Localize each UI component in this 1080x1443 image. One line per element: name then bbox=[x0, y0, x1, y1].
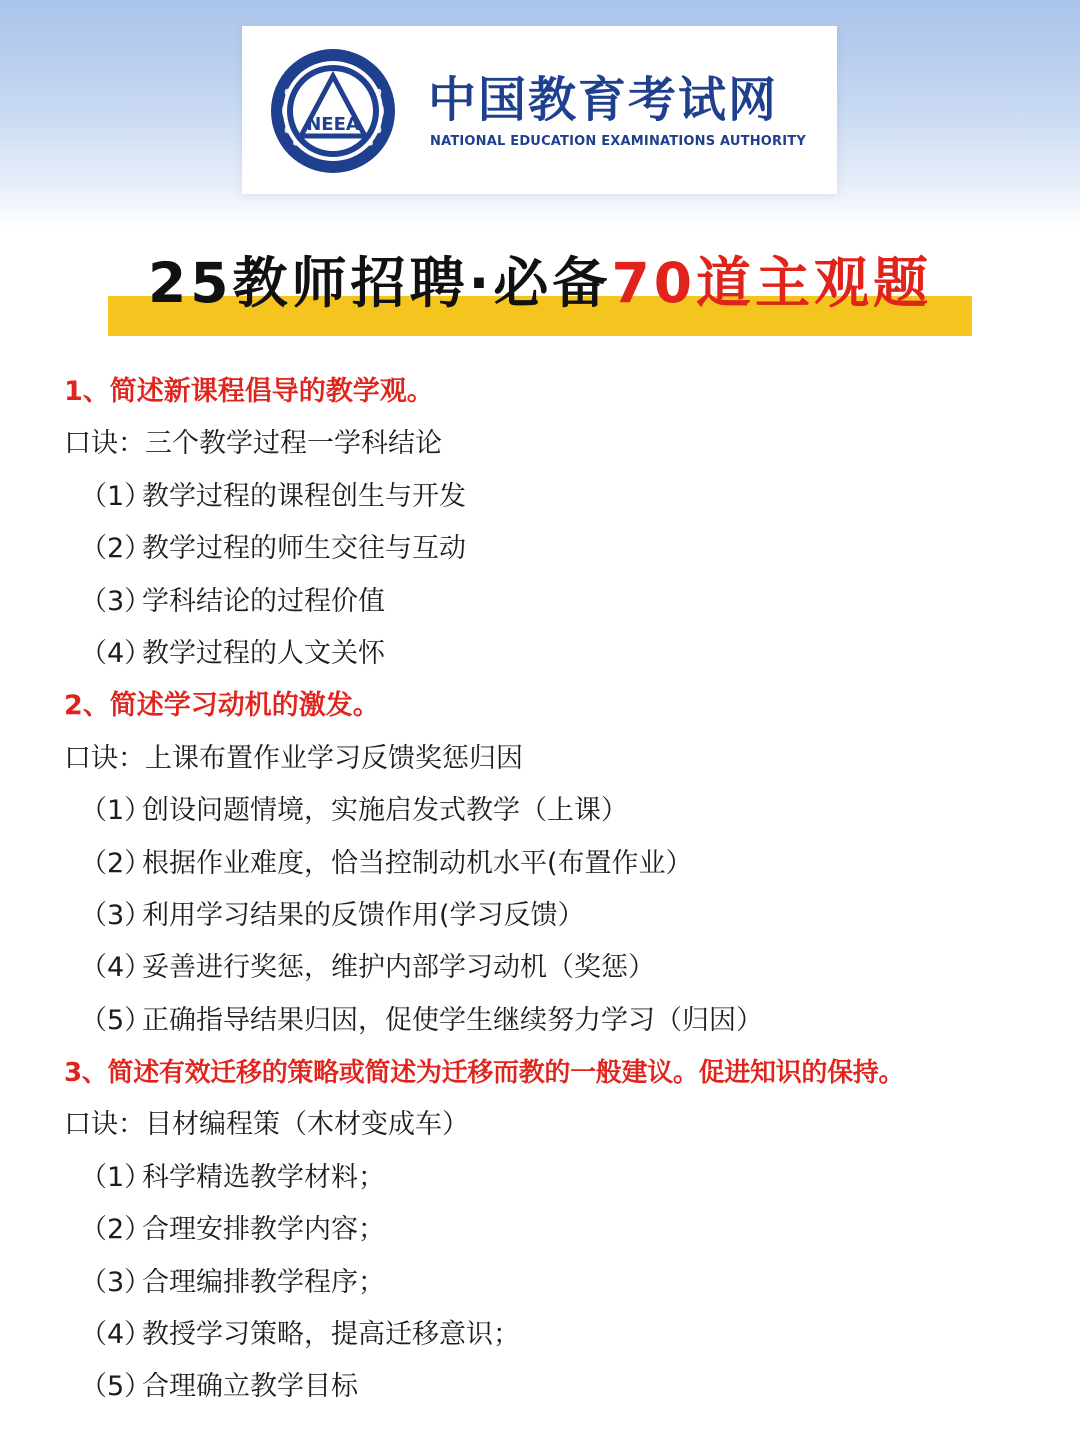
item-number: （4） bbox=[80, 952, 152, 984]
item-text: 利用学习结果的反馈作用(学习反馈） bbox=[142, 899, 585, 931]
item-number: （4） bbox=[80, 1319, 152, 1351]
answer-item bbox=[0, 1204, 1080, 1256]
item-number: （5） bbox=[80, 1004, 152, 1036]
item-number: （2） bbox=[80, 1214, 152, 1246]
item-text: 妥善进行奖惩，维护内部学习动机（奖惩） bbox=[142, 952, 655, 984]
question-title: 1、简述新课程倡导的教学观。 bbox=[64, 376, 434, 407]
question-title: 3、简述有效迁移的策略或简述为迁移而教的一般建议。促进知识的保持。 bbox=[64, 1058, 905, 1089]
answer-item bbox=[0, 628, 1080, 680]
answer-item bbox=[0, 471, 1080, 523]
mnemonic: 口诀：上课布置作业学习反馈奖惩归因 bbox=[64, 742, 523, 774]
item-text: 教授学习策略，提高迁移意识； bbox=[142, 1319, 520, 1351]
question-title: 2、简述学习动机的激发。 bbox=[64, 690, 380, 722]
answer-item bbox=[0, 1309, 1080, 1361]
mnemonic: 口诀：目材编程策（木材变成车） bbox=[64, 1109, 469, 1141]
logo-chinese-name: 中国教育考试网 bbox=[428, 72, 779, 128]
item-text: 正确指导结果归因，促使学生继续努力学习（归因） bbox=[142, 1004, 763, 1036]
answer-item bbox=[0, 1152, 1080, 1204]
item-number: （1） bbox=[80, 480, 152, 512]
answer-item bbox=[0, 838, 1080, 890]
item-text: 教学过程的人文关怀 bbox=[142, 637, 385, 669]
answer-item bbox=[0, 942, 1080, 994]
title-part-red: 70道主观题 bbox=[611, 251, 932, 315]
title-part-black: 25教师招聘·必备 bbox=[148, 251, 612, 315]
logo-card bbox=[242, 26, 837, 194]
answer-item bbox=[0, 523, 1080, 575]
item-number: （3） bbox=[80, 1266, 152, 1298]
item-number: （3） bbox=[80, 585, 152, 617]
answer-item bbox=[0, 890, 1080, 942]
item-text: 合理安排教学内容； bbox=[142, 1214, 385, 1246]
answer-item bbox=[0, 1257, 1080, 1309]
item-number: （4） bbox=[80, 637, 152, 669]
answer-item bbox=[0, 785, 1080, 837]
answer-item bbox=[0, 995, 1080, 1047]
item-number: （1） bbox=[80, 795, 152, 827]
item-number: （2） bbox=[80, 533, 152, 565]
item-number: （5） bbox=[80, 1371, 152, 1403]
logo-english-name: NATIONAL EDUCATION EXAMINATIONS AUTHORITY bbox=[430, 134, 806, 149]
item-text: 合理编排教学程序； bbox=[142, 1266, 385, 1298]
question-list bbox=[0, 366, 1080, 1414]
item-text: 创设问题情境，实施启发式教学（上课） bbox=[142, 795, 628, 827]
title-text bbox=[108, 247, 972, 319]
page-title bbox=[108, 245, 972, 340]
answer-item bbox=[0, 576, 1080, 628]
item-text: 科学精选教学材料； bbox=[142, 1161, 385, 1193]
item-number: （3） bbox=[80, 899, 152, 931]
item-text: 根据作业难度，恰当控制动机水平(布置作业） bbox=[142, 847, 693, 879]
neea-emblem-icon bbox=[270, 48, 396, 174]
item-text: 合理确立教学目标 bbox=[142, 1371, 358, 1403]
mnemonic: 口诀：三个教学过程一学科结论 bbox=[64, 428, 442, 460]
item-text: 学科结论的过程价值 bbox=[142, 585, 385, 617]
emblem-text: NEEA bbox=[306, 114, 360, 135]
item-number: （1） bbox=[80, 1161, 152, 1193]
item-number: （2） bbox=[80, 847, 152, 879]
answer-item bbox=[0, 1361, 1080, 1413]
item-text: 教学过程的课程创生与开发 bbox=[142, 480, 466, 512]
item-text: 教学过程的师生交往与互动 bbox=[142, 533, 466, 565]
